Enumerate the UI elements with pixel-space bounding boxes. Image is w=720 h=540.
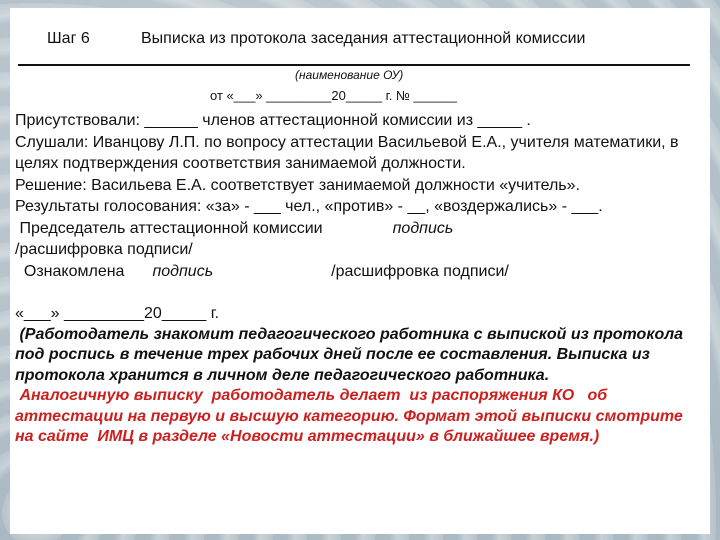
note-paragraph: (Работодатель знакомит педагогического работника с выпиской из протокола под роспись в течение трех рабочих дней после ее составления. Выписка из протокола хранится в личном деле педагогического работника. bbox=[15, 325, 688, 384]
chairman-decode: /расшифровка подписи/ bbox=[15, 241, 193, 258]
spacer bbox=[15, 282, 705, 303]
chairman-signature: подпись bbox=[392, 219, 454, 237]
org-name-line bbox=[18, 64, 690, 66]
chairman-line bbox=[15, 218, 705, 240]
heard-paragraph: Слушали: Иванцову Л.П. по вопросу аттестации Васильевой Е.А., учителя математики, в целях подтверждения соответствия занимаемой должности. bbox=[15, 133, 683, 172]
red-note-paragraph: Аналогичную выписку работодатель делает из распоряжения КО об аттестации на первую и высшую категорию. Формат этой выписки смотрите на сайте ИМЦ в разделе «Новости аттестации» в ближайшее время.) bbox=[15, 387, 688, 445]
document-panel bbox=[10, 8, 710, 534]
familiar-label: Ознакомлена bbox=[15, 262, 125, 280]
familiar-decode: /расшифровка подписи/ bbox=[331, 262, 509, 280]
date-line: «___» _________20_____ г. bbox=[15, 305, 220, 322]
familiar-line bbox=[15, 261, 705, 283]
voting-line: Результаты голосования: «за» - ___ чел., «против» - __, «воздержались» - ___. bbox=[15, 198, 603, 215]
protocol-body bbox=[15, 110, 705, 448]
familiar-signature: подпись bbox=[152, 262, 214, 280]
document-title: Выписка из протокола заседания аттестационной комиссии bbox=[141, 30, 586, 47]
chairman-label: Председатель аттестационной комиссии bbox=[15, 219, 323, 237]
org-name-caption: (наименование ОУ) bbox=[295, 68, 404, 82]
protocol-date-number: от «___» _________20_____ г. № ______ bbox=[210, 88, 457, 103]
decision-line: Решение: Васильева Е.А. соответствует занимаемой должности «учитель». bbox=[15, 176, 580, 194]
present-line: Присутствовали: ______ членов аттестационной комиссии из _____ . bbox=[15, 112, 531, 129]
step-label: Шаг 6 bbox=[47, 30, 90, 47]
